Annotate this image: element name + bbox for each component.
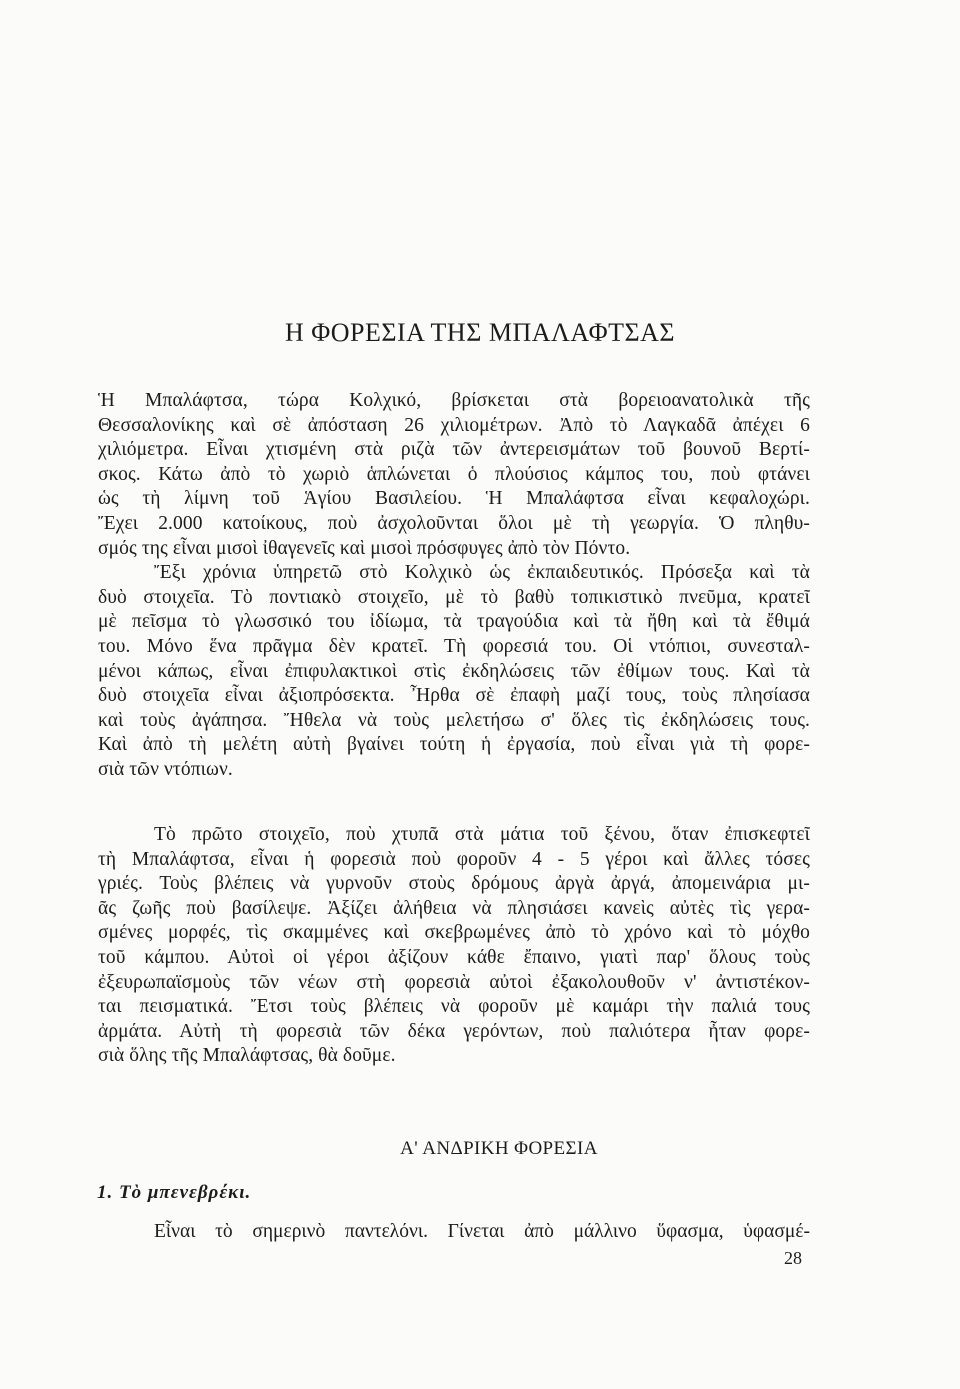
section-title: Α' ΑΝΔΡΙΚΗ ΦΟΡΕΣΙΑ <box>400 1138 598 1159</box>
text-line: σκος. Κάτω ἀπὸ τὸ χωριὸ ἁπλώνεται ὁ πλούσιος κάμπος του, ποὺ φτάνει <box>98 463 810 485</box>
text-line: δυὸ στοιχεῖα εἶναι ἀξιοπρόσεκτα. Ἦρθα σὲ ἐπαφὴ μαζί τους, τοὺς πλησίασα <box>98 685 810 707</box>
item-heading: 1. Τὸ μπενεβρέκι. <box>97 1182 252 1203</box>
text-line: γριές. Τοὺς βλέπεις νὰ γυρνοῦν στοὺς δρόμους ἀργὰ ἀργά, ἀπομεινάρια μι- <box>98 873 810 895</box>
text-line: Ἡ Μπαλάφτσα, τώρα Κολχικό, βρίσκεται στὰ βορειοανατολικὰ τῆς <box>98 390 810 411</box>
item-paragraph <box>98 1220 810 1245</box>
page-title: Η ΦΟΡΕΣΙΑ ΤΗΣ ΜΠΑΛΑΦΤΣΑΣ <box>284 318 675 347</box>
text-line: τὴ Μπαλάφτσα, εἶναι ἡ φορεσιὰ ποὺ φοροῦν 4 - 5 γέροι καὶ ἄλλες τόσες <box>98 848 810 870</box>
text-line: χιλιόμετρα. Εἶναι χτισμένη στὰ ριζὰ τῶν ἀντερεισμάτων τοῦ βουνοῦ Βερτί- <box>98 439 810 461</box>
text-line: σμένες μορφές, τὶς σκαμμένες καὶ σκεβρωμένες ἀπὸ τὸ χρόνο καὶ τὸ μόχθο <box>98 922 810 944</box>
text-line: σιὰ τῶν ντόπιων. <box>98 758 233 780</box>
text-line: Εἶναι τὸ σημερινὸ παντελόνι. Γίνεται ἀπὸ μάλλινο ὕφασμα, ὑφασμέ- <box>154 1221 810 1242</box>
text-line: ᾶς ζωῆς ποὺ βασίλεψε. Ἀξίζει ἀλήθεια νὰ πλησιάσει κανεὶς αὐτὲς τὶς γερα- <box>98 897 810 919</box>
text-line: Θεσσαλονίκης καὶ σὲ ἀπόσταση 26 χιλιομέτρων. Ἀπὸ τὸ Λαγκαδᾶ ἀπέχει 6 <box>98 414 810 436</box>
paragraph-costume <box>98 823 810 1069</box>
paragraph-intro <box>98 389 810 783</box>
text-line: του. Μόνο ἕνα πρᾶγμα δὲν κρατεῖ. Τὴ φορεσιά του. Οἱ ντόπιοι, συνεσταλ- <box>98 635 810 657</box>
text-line: ται πεισματικά. Ἔτσι τοὺς βλέπεις νὰ φοροῦν μὲ καμάρι τὴν παλιά τους <box>98 996 810 1018</box>
text-line: σμός της εἶναι μισοὶ ἰθαγενεῖς καὶ μισοὶ πρόσφυγες ἀπὸ τὸν Πόντο. <box>98 537 631 559</box>
text-line: Τὸ πρῶτο στοιχεῖο, ποὺ χτυπᾶ στὰ μάτια τοῦ ξένου, ὅταν ἐπισκεφτεῖ <box>154 824 810 845</box>
page-number: 28 <box>784 1248 802 1268</box>
text-line: Καὶ ἀπὸ τὴ μελέτη αὐτὴ βγαίνει τούτη ἡ ἐργασία, ποὺ εἶναι γιὰ τὴ φορε- <box>98 734 810 756</box>
text-line: μὲ πεῖσμα τὸ γλωσσικό του ἰδίωμα, τὰ τραγούδια καὶ τὰ ἤθη καὶ τὰ ἔθιμά <box>98 611 810 633</box>
text-line: ὡς τὴ λίμνη τοῦ Ἁγίου Βασιλείου. Ἡ Μπαλάφτσα εἶναι κεφαλοχώρι. <box>98 488 810 510</box>
text-line: ἐξευρωπαϊσμοὺς τῶν νέων στὴ φορεσιὰ αὐτοὶ ἐξακολουθοῦν ν' ἀντιστέκον- <box>98 971 810 993</box>
text-line: καὶ τοὺς ἀγάπησα. Ἤθελα νὰ τοὺς μελετήσω σ' ὅλες τὶς ἐκδηλώσεις τους. <box>98 709 810 731</box>
text-line: Ἔχει 2.000 κατοίκους, ποὺ ἀσχολοῦνται ὅλοι μὲ τὴ γεωργία. Ὁ πληθυ- <box>98 512 810 534</box>
text-line: δυὸ στοιχεῖα. Τὸ ποντιακὸ στοιχεῖο, μὲ τὸ βαθὺ τοπικιστικὸ πνεῦμα, κρατεῖ <box>98 586 810 608</box>
text-line: μένοι κάπως, εἶναι ἐπιφυλακτικοὶ στὶς ἐκδηλώσεις τῶν ἐθίμων τους. Καὶ τὰ <box>98 660 810 682</box>
text-line: ἀρμάτα. Αὐτὴ τὴ φορεσιὰ τῶν δέκα γερόντων, ποὺ παλιότερα ἦταν φορε- <box>98 1020 810 1042</box>
text-line: σιὰ ὅλης τῆς Μπαλάφτσας, θὰ δοῦμε. <box>98 1045 396 1067</box>
text-line: Ἔξι χρόνια ὑπηρετῶ στὸ Κολχικὸ ὡς ἐκπαιδευτικός. Πρόσεξα καὶ τὰ <box>154 562 810 584</box>
text-line: τοῦ κάμπου. Αὐτοὶ οἱ γέροι ἀξίζουν κάθε ἔπαινο, γιατὶ παρ' ὅλους τοὺς <box>98 946 810 968</box>
